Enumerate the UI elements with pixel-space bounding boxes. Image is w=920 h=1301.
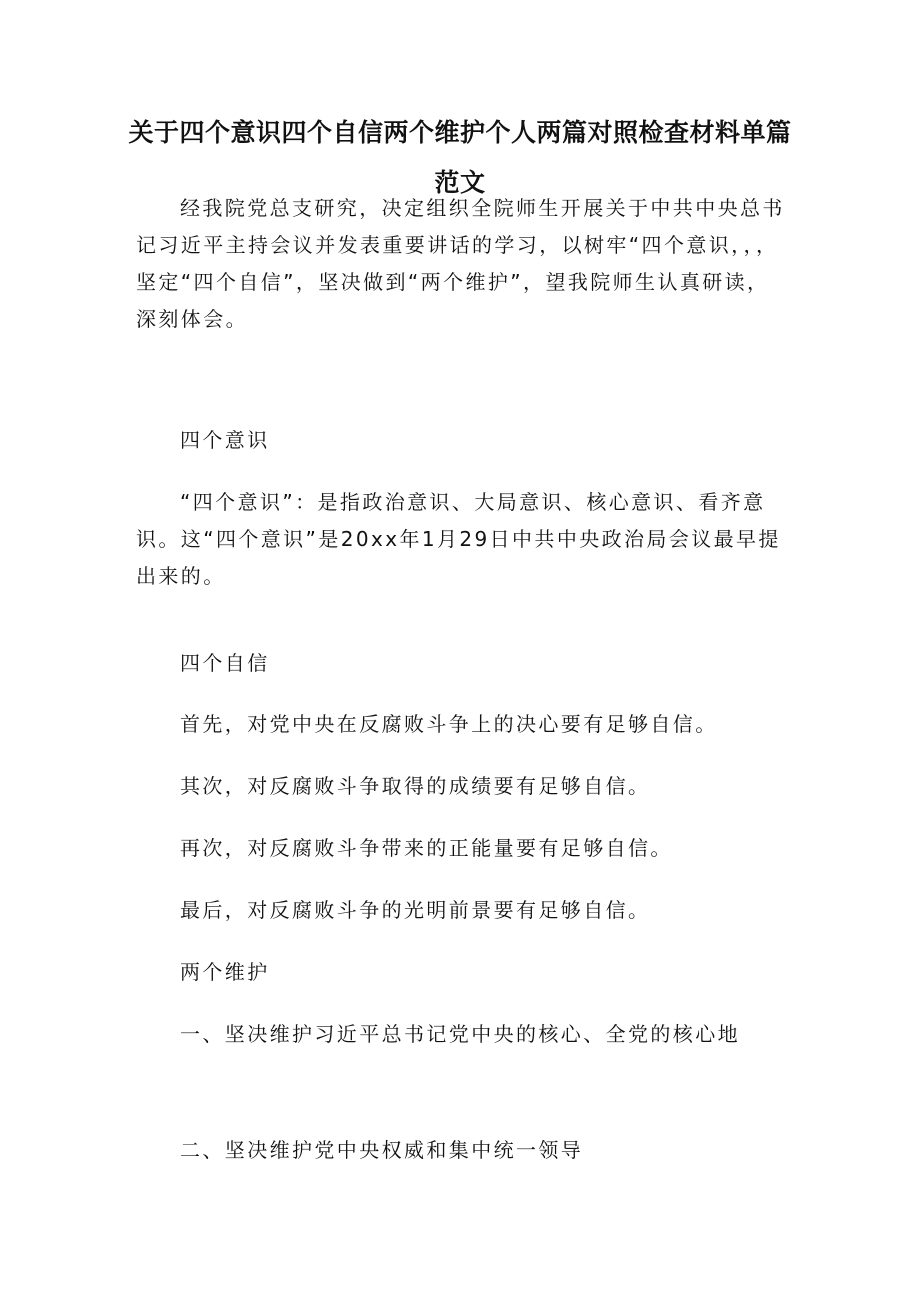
safeguard-item-2: 二、坚决维护党中央权威和集中统一领导 xyxy=(180,1138,584,1162)
section-heading-four-confidences: 四个自信 xyxy=(180,651,270,675)
document-title: 关于四个意识四个自信两个维护个人两篇对照检查材料单篇范文 xyxy=(128,118,792,197)
safeguard-item-1: 一、坚决维护习近平总书记党中央的核心、全党的核心地 xyxy=(180,1022,740,1046)
confidence-item-4: 最后，对反腐败斗争的光明前景要有足够自信。 xyxy=(180,898,651,922)
confidence-item-3: 再次，对反腐败斗争带来的正能量要有足够自信。 xyxy=(180,836,673,860)
section-heading-two-safeguards: 两个维护 xyxy=(180,960,270,984)
intro-paragraph: 经我院党总支研究，决定组织全院师生开展关于中共中央总书记习近平主持会议并发表重要讲话的学习，以树牢“四个意识，，，坚定“四个自信”，坚决做到“两个维护”，望我院师生认真研读，深刻体会。 xyxy=(136,196,785,331)
section-heading-four-consciousness: 四个意识 xyxy=(180,428,270,452)
confidence-item-2: 其次，对反腐败斗争取得的成绩要有足够自信。 xyxy=(180,774,651,798)
confidence-item-1: 首先，对党中央在反腐败斗争上的决心要有足够自信。 xyxy=(180,712,718,736)
four-consciousness-paragraph: “四个意识”：是指政治意识、大局意识、核心意识、看齐意识。这“四个意识”是20xx年1月29日中共中央政治局会议最早提出来的。 xyxy=(136,490,781,588)
